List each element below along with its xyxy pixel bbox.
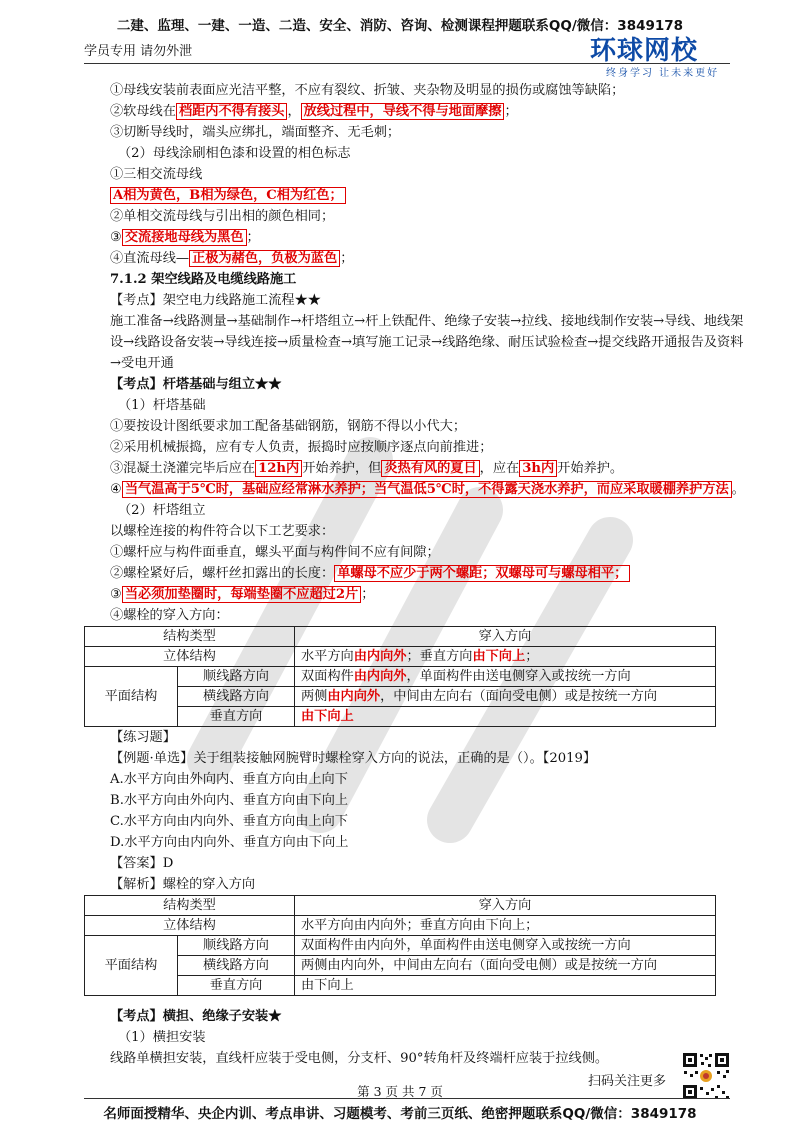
table-cell: 双面构件由内向外，单面构件由送电侧穿入或按统一方向 [295,936,716,956]
table-cell: 由下向上 [295,707,716,727]
table-header: 结构类型 [85,627,295,647]
option-item: A.水平方向由外向内、垂直方向由上向下 [110,772,348,787]
highlight: 正极为赭色，负极为蓝色 [189,250,340,267]
text-line: ③混凝土浇灌完毕后应在 12h内 开始养护，但 炎热有风的夏日 ，应在 3h内 开始养护。 [110,461,624,476]
text-line: 线路单横担安装，直线杆应装于受电侧，分支杆、90°转角杆及终端杆应装于拉线侧。 [110,1051,609,1066]
table-cell: 平面结构 [85,667,178,727]
header-note: 学员专用 请勿外泄 [84,44,193,59]
highlight: 档距内不得有接头 [176,103,288,120]
text-line: 以螺栓连接的构件符合以下工艺要求： [110,524,335,539]
page-number: 第 3 页 共 7 页 [357,1084,443,1099]
topic-heading: 【考点】杆塔基础与组立★★ [110,377,282,392]
table-cell: 顺线路方向 [178,667,295,687]
text-line: ④螺栓的穿入方向： [110,608,229,623]
table-header: 结构类型 [85,896,295,916]
exercise-question: 【例题·单选】关于组装接触网腕臂时螺栓穿入方向的说法，正确的是（）。【2019】 [110,751,597,766]
topic-heading: 【考点】架空电力线路施工流程★★ [110,293,321,308]
table-cell: 平面结构 [85,936,178,996]
footer-banner: 名师面授精华、央企内训、考点串讲、习题模考、考前三页纸、绝密押题联系QQ/微信：3849178 [103,1106,697,1122]
table-cell: 水平方向由内向外；垂直方向由下向上； [295,647,716,667]
analysis: 【解析】螺栓的穿入方向 [110,877,256,892]
process-flow: 施工准备→线路测量→基础制作→杆塔组立→杆上铁配件、绝缘子安装→拉线、接地线制作安装→导线、地线架设→线路设备安装→导线连接→质量检查→填写施工记录→线路绝缘、耐压试验检查→提交线路开通报告及资料→受电开通 [110,314,744,371]
text-line: ②单相交流母线与引出相的颜色相同； [110,209,335,224]
table-cell: 双面构件由内向外，单面构件由送电侧穿入或按统一方向 [295,667,716,687]
text-line: （2）杆塔组立 [118,503,206,518]
highlight: 当必须加垫圈时，每端垫圈不应超过2片 [122,586,361,603]
table-cell: 顺线路方向 [178,936,295,956]
page-content [104,80,750,1069]
topic-heading: 【考点】横担、绝缘子安装★ [110,1009,282,1024]
option-item: C.水平方向由内向外、垂直方向由上向下 [110,814,348,829]
header-divider [84,63,730,64]
table-cell: 横线路方向 [178,956,295,976]
section-heading: 7.1.2 架空线路及电缆线路施工 [110,272,297,287]
analysis-table [84,895,716,996]
exercise-title: 【练习题】 [110,730,176,745]
table-header: 穿入方向 [295,627,716,647]
text-line: ①螺杆应与构件面垂直，螺头平面与构件间不应有间隙； [110,545,440,560]
highlight: 单螺母不应少于两个螺距；双螺母可与螺母相平； [334,565,630,582]
table-cell: 水平方向由内向外；垂直方向由下向上； [295,916,716,936]
table-cell: 立体结构 [85,916,295,936]
table-header: 穿入方向 [295,896,716,916]
highlight: 炎热有风的夏日 [381,460,479,477]
text-line: （1）杆塔基础 [118,398,206,413]
text-line: ③ 交流接地母线为黑色 ； [110,230,260,245]
text-line: ①三相交流母线 [110,167,203,182]
qr-caption: 扫码关注更多 [588,1074,667,1089]
table-cell: 垂直方向 [178,976,295,996]
text-line: ④直流母线— 正极为赭色，负极为蓝色 ； [110,251,354,266]
text-line [110,185,750,206]
answer: 【答案】D [110,856,174,871]
highlight: A相为黄色，B相为绿色，C相为红色； [110,187,346,204]
text-line: ③切断导线时，端头应绑扎，端面整齐、无毛刺； [110,125,401,140]
text-line: ②软母线在 档距内不得有接头 ， 放线过程中，导线不得与地面摩擦 ； [110,104,518,119]
text-line: ②采用机械振捣，应有专人负责，振捣时应按顺序逐点向前推进； [110,440,493,455]
text-line: ①要按设计图纸要求加工配备基础钢筋，钢筋不得以小代大； [110,419,467,434]
logo-slogan: 终身学习 让未来更好 [606,68,720,79]
top-banner: 二建、监理、一建、一造、二造、安全、消防、咨询、检测课程押题联系QQ/微信：3849178 [116,18,684,34]
highlight: 放线过程中，导线不得与地面摩擦 [301,103,505,120]
footer-divider [84,1098,730,1099]
table-cell: 立体结构 [85,647,295,667]
highlight: 3h内 [519,460,557,477]
text-line: （1）横担安装 [118,1030,206,1045]
table-cell: 横线路方向 [178,687,295,707]
table-cell: 垂直方向 [178,707,295,727]
highlight: 交流接地母线为黑色 [122,229,247,246]
option-item: D.水平方向由内向外、垂直方向由下向上 [110,835,349,850]
option-item: B.水平方向由外向内、垂直方向由下向上 [110,793,349,808]
text-line: ①母线安装前表面应光洁平整，不应有裂纹、折皱、夹杂物及明显的损伤或腐蚀等缺陷； [110,83,625,98]
text-line: （2）母线涂刷相色漆和设置的相色标志 [118,146,351,161]
table-cell: 两侧由内向外，中间由左向右（面向受电侧）或是按统一方向 [295,956,716,976]
highlight: 当气温高于5℃时，基础应经常淋水养护；当气温低5℃时，不得露天浇水养护，而应采取暖棚养护方法 [122,481,732,498]
highlight: 12h内 [255,460,302,477]
text-line: ④ 当气温高于5℃时，基础应经常淋水养护；当气温低5℃时，不得露天浇水养护，而应采取暖棚养护方法 。 [110,482,745,497]
table-cell: 两侧由内向外，中间由左向右（面向受电侧）或是按统一方向 [295,687,716,707]
text-line: ②螺栓紧好后，螺杆丝扣露出的长度： 单螺母不应少于两个螺距；双螺母可与螺母相平； [110,563,750,584]
logo: 环球网校 [590,36,699,66]
text-line: ③ 当必须加垫圈时，每端垫圈不应超过2片 ； [110,587,375,602]
bolt-direction-table [84,626,716,727]
table-cell: 由下向上 [295,976,716,996]
